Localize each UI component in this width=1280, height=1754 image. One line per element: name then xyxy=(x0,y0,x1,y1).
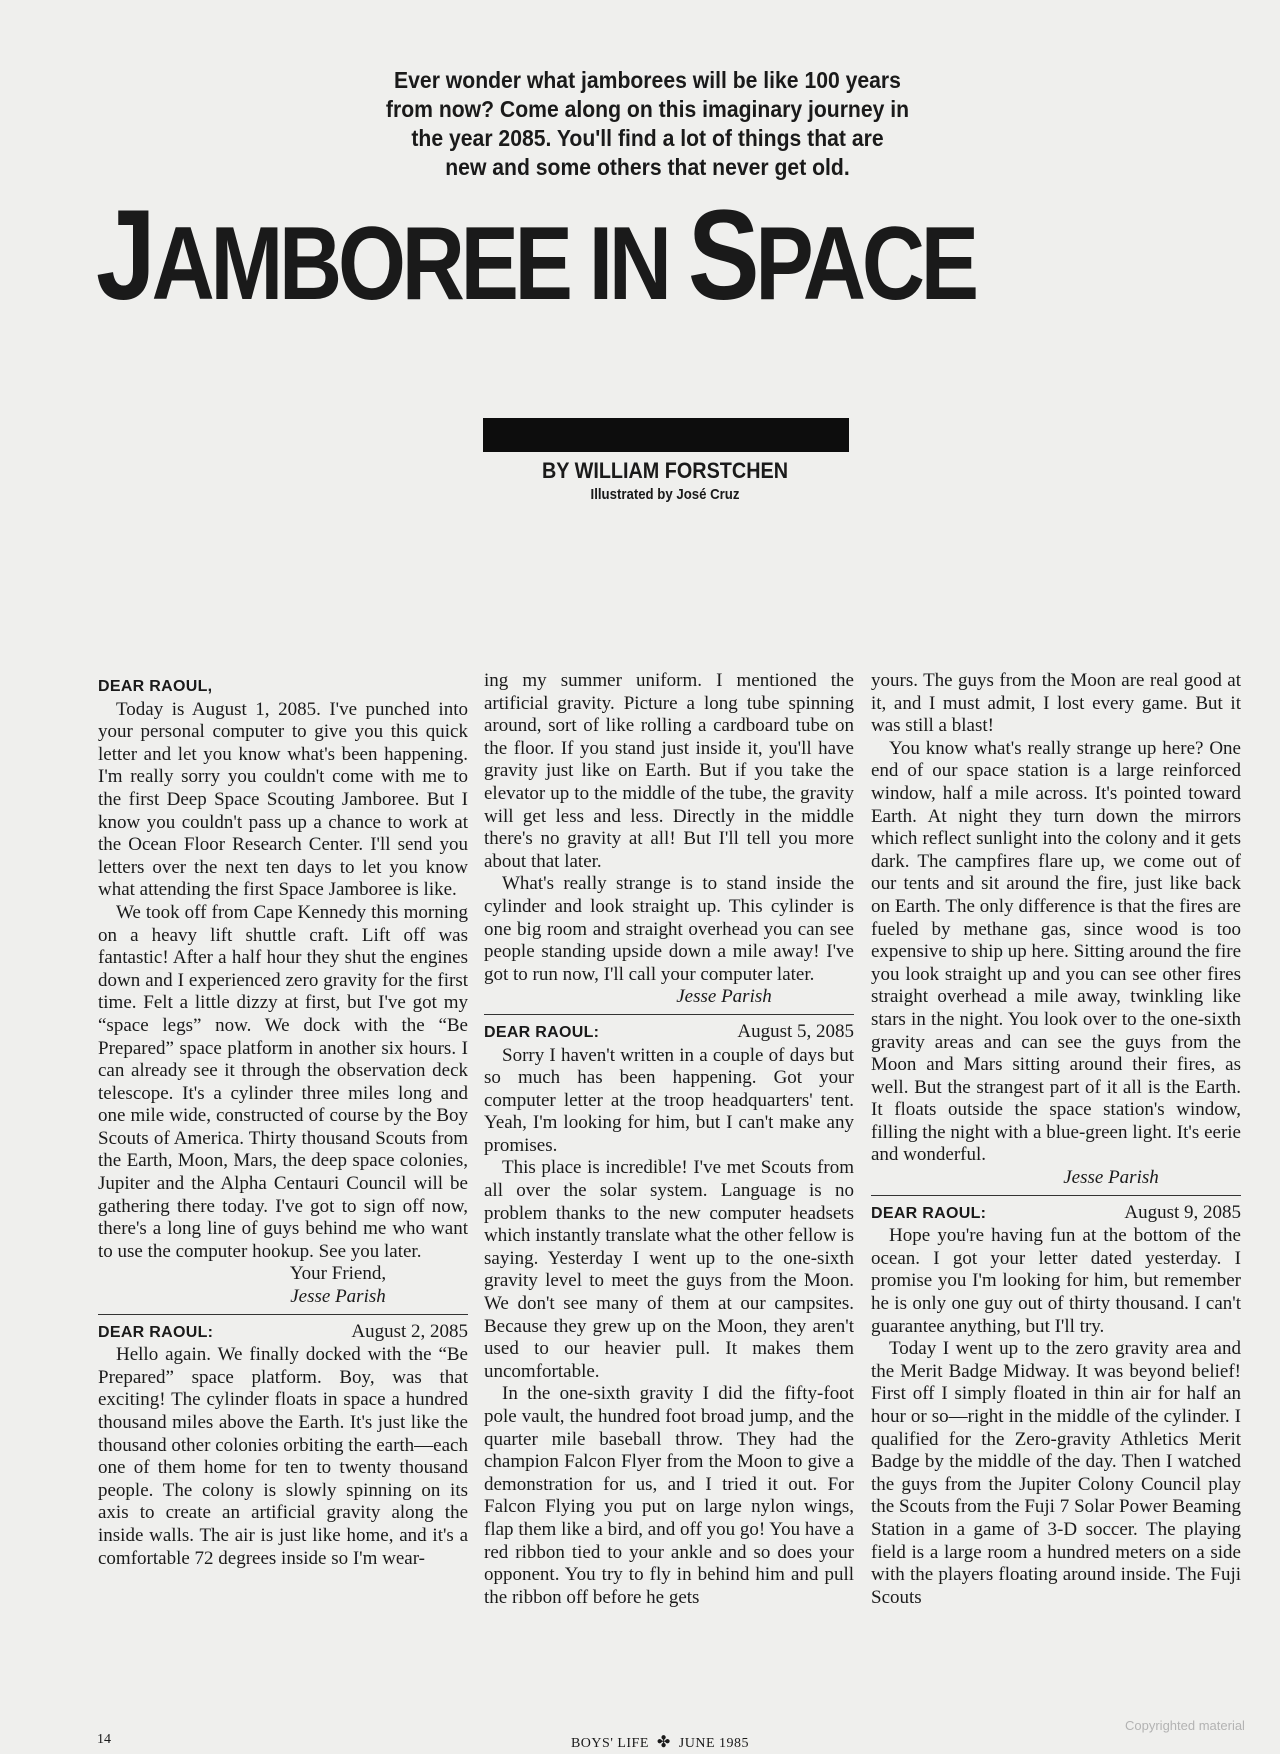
running-footer xyxy=(500,1732,820,1752)
letter-closing: Your Friend, xyxy=(289,1263,387,1285)
deck-line: from now? Come along on this imaginary journey in xyxy=(385,96,910,122)
byline: BY WILLIAM FORSTCHEN xyxy=(541,458,789,483)
letter-salutation: DEAR RAOUL, xyxy=(98,678,213,695)
paragraph-continued: ing my summer uniform. I mentioned the artificial gravity. Picture a long tube spinning around, sort of like rolling a cardboard tube on the floor. If you stand just inside it, you'll have gravity just like on Earth. But if you take the elevator up to the middle of the tube, the gravity will get less and less. Directly in the middle there's no gravity at all! But I'll tell you more about that later. xyxy=(484,670,854,872)
paragraph: Hello again. We finally docked with the “Be Prepared” space platform. Boy, was that exciting! The cylinder floats in space a hundred thousand miles above the Earth. It's just like the thousand other colonies orbiting the earth—each one of them home for ten to twenty thousand people. The colony is slowly spinning on its axis to create an artificial gravity along the inside walls. The air is just like home, and it's a comfortable 72 degrees inside so I'm wear- xyxy=(98,1344,468,1569)
letter-date: August 5, 2085 xyxy=(737,1020,854,1042)
paragraph: This place is incredible! I've met Scouts from all over the solar system. Language is no problem thanks to the new computer headsets which instantly translate what the other fellow is saying. Yesterday I went up to the one-sixth gravity level to meet the guys from the Moon. We don't see many of them at our campsites. Because they grew up on the Moon, they aren't used to our heavier pull. It makes them uncomfortable. xyxy=(484,1157,854,1382)
divider-rule xyxy=(871,1195,1241,1196)
title-initial: S xyxy=(687,184,756,327)
text-column-1 xyxy=(98,670,468,1570)
paragraph: Hope you're having fun at the bottom of the ocean. I got your letter dated yesterday. I promise you I'm looking for him, but remember he is only one guy out of thirty thousand. I can't guarantee anything, but I'll try. xyxy=(871,1225,1241,1337)
deck-intro xyxy=(365,66,931,182)
signature: Jesse Parish xyxy=(676,986,772,1008)
letter-salutation: DEAR RAOUL: August 5, 2085 xyxy=(484,1020,854,1042)
paragraph: Sorry I haven't written in a couple of days but so much has been happening. Got your computer letter at the troop headquarters' tent. Yeah, I'm looking for him, but I can't make any promises. xyxy=(484,1044,854,1156)
article-title xyxy=(96,184,1045,327)
deck-line: the year 2085. You'll find a lot of things that are xyxy=(411,125,884,151)
fleur-de-lis-icon: ✤ xyxy=(656,1734,671,1751)
text-column-3 xyxy=(871,670,1241,1609)
issue-date: JUNE 1985 xyxy=(678,1736,750,1751)
paragraph: What's really strange is to stand inside the cylinder and look straight up. This cylinder is one big room and straight overhead you can see people standing upside down a mile away! I've got to run now, I'll call your computer later. xyxy=(484,873,854,985)
paragraph: Today I went up to the zero gravity area and the Merit Badge Midway. It was beyond belief! First off I simply floated in thin air for half an hour or so—right in the middle of the cylinder. I qualified for the Zero-gravity Athletics Merit Badge by the middle of the day. Then I watched the guys from the Jupiter Colony Council play the Scouts from the Fuji 7 Solar Power Beaming Station in a game of 3-D soccer. The playing field is a large room a hundred meters on a side with the players floating around inside. The Fuji Scouts xyxy=(871,1338,1241,1608)
divider-rule xyxy=(484,1014,854,1015)
letter-salutation: DEAR RAOUL: August 9, 2085 xyxy=(871,1201,1241,1223)
paragraph: Today is August 1, 2085. I've punched into your personal computer to give you this quick letter and let you know what's been happening. I'm really sorry you couldn't come with me to the first Deep Space Scouting Jamboree. But I know you couldn't pass up a chance to work at the Ocean Floor Research Center. I'll send you letters over the next ten days to let you know what attending the first Space Jamboree is like. xyxy=(98,698,468,901)
signature: Jesse Parish xyxy=(1063,1167,1159,1189)
illustrator-credit: Illustrated by José Cruz xyxy=(590,486,740,503)
deck-line: new and some others that never get old. xyxy=(445,154,850,180)
title-initial: J xyxy=(96,184,152,327)
letter-salutation: DEAR RAOUL: August 2, 2085 xyxy=(98,1320,468,1342)
text-column-2 xyxy=(484,670,854,1609)
magazine-name: BOYS' LIFE xyxy=(570,1736,649,1751)
paragraph: You know what's really strange up here? One end of our space station is a large reinforced window, half a mile across. It's pointed toward Earth. At night they turn down the mirrors which reflect sunlight into the colony and it gets dark. The campfires flare up, we come out of our tents and sit around the fire, just like back on Earth. The only difference is that the fires are fueled by methane gas, since wood is too expensive to ship up here. Sitting around the fire you look straight up and you can see other fires straight overhead a mile away, twinkling like stars in the night. You look over to the one-sixth gravity areas and can see the guys from the Moon and Mars sitting around their fires, as well. But the strangest part of it all is the Earth. It floats outside the space station's window, filling the night with a blue-green light. It's eerie and wonderful. xyxy=(871,737,1241,1166)
deck-line: Ever wonder what jamborees will be like 100 years xyxy=(394,67,901,93)
title-small-caps: AMBOREE IN xyxy=(151,206,688,322)
page-number: 14 xyxy=(97,1732,111,1747)
letter-date: August 2, 2085 xyxy=(351,1320,468,1342)
copyright-watermark: Copyrighted material xyxy=(1125,1718,1245,1733)
paragraph: In the one-sixth gravity I did the fifty-foot pole vault, the hundred foot broad jump, and the quarter mile baseball throw. They had the champion Falcon Flyer from the Moon to give a demonstration for us, and I tried it out. For Falcon Flying you put on large nylon wings, flap them like a bird, and off you go! You have a red ribbon tied to your ankle and so does your opponent. You try to fly in behind him and pull the ribbon off before he gets xyxy=(484,1383,854,1608)
title-small-caps: PACE xyxy=(755,206,975,322)
divider-rule xyxy=(98,1314,468,1315)
letter-date: August 9, 2085 xyxy=(1124,1201,1241,1223)
paragraph: We took off from Cape Kennedy this morning on a heavy lift shuttle craft. Lift off was fantastic! After a half hour they shut the engines down and I experienced zero gravity for the first time. Felt a little dizzy at first, but I've got my “space legs” now. We dock with the “Be Prepared” space platform in another six hours. I can already see it through the observation deck telescope. It's a cylinder three miles long and one mile wide, constructed of course by the Boy Scouts of America. Thirty thousand Scouts from the Earth, Moon, Mars, the deep space colonies, Jupiter and the Alpha Centauri Council will be gathering there today. I've got to sign off now, there's a long line of guys behind me who want to use the computer hookup. See you later. xyxy=(98,901,468,1262)
paragraph-continued: yours. The guys from the Moon are real good at it, and I must admit, I lost every game. But it was still a blast! xyxy=(871,670,1241,737)
signature: Jesse Parish xyxy=(290,1286,386,1308)
black-rule-bar xyxy=(483,418,849,452)
